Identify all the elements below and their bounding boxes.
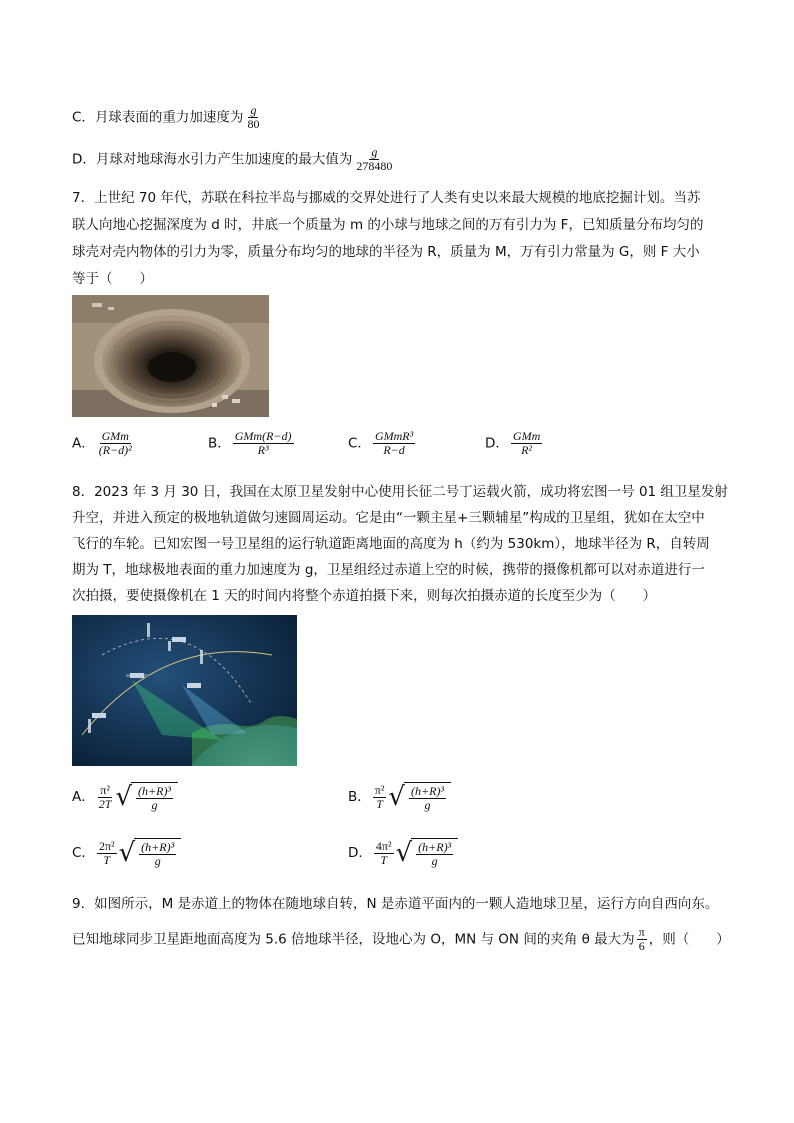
q7-line-2: 联人向地心挖掘深度为 d 时，井底一个质量为 m 的小球与地球之间的万有引力为 F，已知质量分布均匀的: [72, 217, 704, 233]
q8-option-d: D． $\frac{\text{4π²}}{T}$ √ $\frac{\text{(h+R)³}}{g}$: [348, 838, 458, 868]
mine-pit-image: [72, 295, 269, 417]
satellite-image: [72, 615, 297, 766]
q7-option-b: B． $\frac{\text{GMm(R−d)}}{\text{R³}}$: [208, 429, 292, 457]
q8-line-1: 8．2023 年 3 月 30 日，我国在太原卫星发射中心使用长征二号丁运载火箭，成功将宏图一号 01 组卫星发射: [72, 484, 728, 500]
q6-option-d: D．月球对地球海水引力产生加速度的最大值为 $\frac{g}{278480}$: [72, 145, 393, 173]
q8-option-c: C． $\frac{\text{2π²}}{T}$ √ $\frac{\text{(h+R)³}}{g}$: [72, 838, 181, 868]
q7-option-c: C． $\frac{\text{GMmR³}}{R-d}$: [348, 429, 414, 457]
sqrt-symbol: √: [118, 838, 136, 868]
sqrt-symbol: √: [388, 782, 405, 812]
q7-option-d: D． $\frac{\text{GMm}}{\text{R²}}$: [485, 429, 541, 457]
sqrt-symbol: √: [115, 782, 133, 812]
q8-line-2: 升空，并进入预定的极地轨道做匀速圆周运动。它是由“一颗主星+三颗辅星”构成的卫星组，犹如在太空中: [72, 510, 705, 526]
q9-line-1: 9．如图所示，M 是赤道上的物体在随地球自转，N 是赤道平面内的一颗人造地球卫星，运行方向自西向东。: [72, 896, 719, 912]
q8-option-a: A． $\frac{\text{π²}}{2T}$ √ $\frac{\text{(h+R)³}}{g}$: [72, 782, 178, 812]
sqrt-symbol: √: [395, 838, 413, 868]
q7-line-3: 球壳对壳内物体的引力为零，质量分布均匀的地球的半径为 R，质量为 M，万有引力常量为 G，则 F 大小: [72, 244, 700, 260]
q7-option-a: A． $\frac{\text{GMm}}{\text{(R−d)²}}$: [72, 429, 132, 457]
q8-line-5: 次拍摄，要使摄像机在 1 天的时间内将整个赤道拍摄下来，则每次拍摄赤道的长度至少为（ ）: [72, 588, 657, 604]
q8-line-3: 飞行的车轮。已知宏图一号卫星组的运行轨道距离地面的高度为 h（约为 530km），地球半径为 R，自转周: [72, 536, 710, 552]
q8-option-b: B． $\frac{\text{π²}}{T}$ √ $\frac{\text{(h+R)³}}{g}$: [348, 782, 451, 812]
q6-option-c: C．月球表面的重力加速度为 $\frac{g}{80}$: [72, 103, 260, 131]
q9-line-2: 已知地球同步卫星距地面高度为 5.6 倍地球半径，设地心为 O，MN 与 ON 间的夹角 θ 最大为 $\frac{\pi}{6}$ ，则（ ）: [72, 925, 730, 953]
q7-line-1: 7．上世纪 70 年代，苏联在科拉半岛与挪威的交界处进行了人类有史以来最大规模的地底挖掘计划。当苏: [72, 190, 701, 206]
q7-line-4: 等于（ ）: [72, 271, 153, 287]
q8-line-4: 期为 T，地球极地表面的重力加速度为 g，卫星组经过赤道上空的时候，携带的摄像机都可以对赤道进行一: [72, 562, 705, 578]
